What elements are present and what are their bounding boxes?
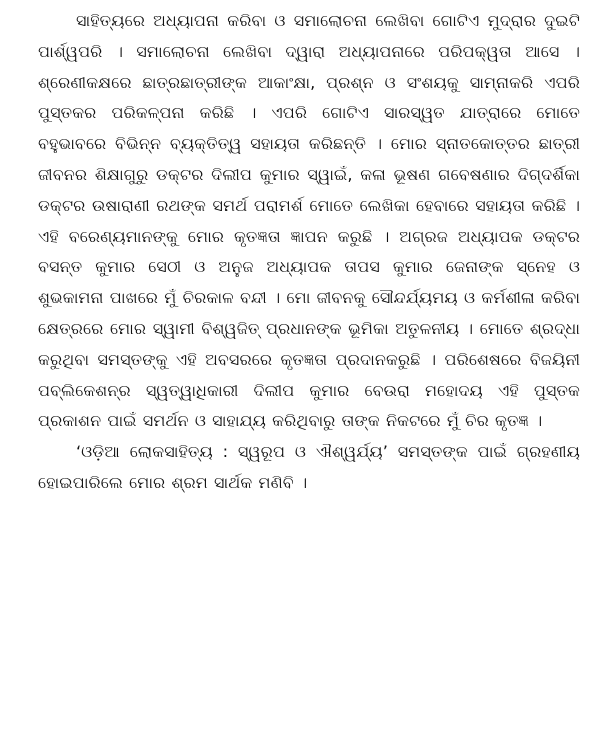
document-page xyxy=(38,6,580,499)
paragraph-closing: ‘ଓଡ଼ିଆ ଲୋକସାହିତ୍ୟ : ସ୍ୱରୂପ ଓ ଐଶ୍ୱର୍ଯ୍ୟ’ ସମସ୍ତଙ୍କ ପାଇଁ ଗ୍ରହଣୀୟ ହୋଇପାରିଲେ ମୋର ଶ୍ରମ ସାର୍ଥକ ମଣିବି । xyxy=(38,442,580,492)
paragraph-acknowledgement: ସାହିତ୍ୟରେ ଅଧ୍ୟାପନା କରିବା ଓ ସମାଲୋଚନା ଲେଖିବା ଗୋଟିଏ ମୁଦ୍ରାର ଦୁଇଟି ପାର୍ଶ୍ୱପରି । ସମାଲୋଚନା ଲେଖିବା ଦ୍ୱାରା ଅଧ୍ୟାପନାରେ ପରିପକ୍ୱତା ଆସେ । ଶ୍ରେଣୀକକ୍ଷରେ ଛାତ୍ରଛାତ୍ରୀଙ୍କ ଆକାଂକ୍ଷା, ପ୍ରଶ୍ନ ଓ ସଂଶୟକୁ ସାମ୍ନାକରି ଏପରି ପୁସ୍ତକର ପରିକଳ୍ପନା କରିଛି । ଏପରି ଗୋଟିଏ ସାରସ୍ୱତ ଯାତ୍ରାରେ ମୋତେ ବହୁଭାବରେ ବିଭିନ୍ନ ବ୍ୟକ୍ତିତ୍ୱ ସହାୟତା କରିଛନ୍ତି । ମୋର ସ୍ନାତକୋତ୍ତର ଛାତ୍ରୀ ଜୀବନର ଶିକ୍ଷାଗୁରୁ ଡକ୍ଟର ଦିଲୀପ କୁମାର ସ୍ୱାଇଁ, କଳା ଭୂଷଣ ଗବେଷଣାର ଦିଗ୍‌ଦର୍ଶିକା ଡକ୍ଟର ଉଷାରାଣୀ ରଥଙ୍କ ସମର୍ଥ ପରାମର୍ଶ ମୋତେ ଲେଖିକା ହେବାରେ ସହାୟତା କରିଛି । ଏହି ବରେଣ୍ୟମାନଙ୍କୁ ମୋର କୃତଜ୍ଞତା ଜ୍ଞାପନ କରୁଛି । ଅଗ୍ରଜ ଅଧ୍ୟାପକ ଡକ୍ଟର ବସନ୍ତ କୁମାର ସେଠୀ ଓ ଅନୁଜ ଅଧ୍ୟାପକ ତାପସ କୁମାର ଜେନାଙ୍କ ସ୍ନେହ ଓ ଶୁଭକାମନା ପାଖରେ ମୁଁ ଚିରକାଳ ବନ୍ଦୀ । ମୋ ଜୀବନକୁ ସୌନ୍ଦର୍ଯ୍ୟମୟ ଓ କର୍ମଶୀଳା କରିବା କ୍ଷେତ୍ରରେ ମୋର ସ୍ୱାମୀ ବିଶ୍ୱଜିତ୍ ପ୍ରଧାନଙ୍କ ଭୂମିକା ଅତୁଳନୀୟ । ମୋତେ ଶ୍ରଦ୍ଧା କରୁଥିବା ସମସ୍ତଙ୍କୁ ଏହି ଅବସରରେ କୃତଜ୍ଞତା ପ୍ରଦାନକରୁଛି । ପରିଶେଷରେ ବିଜୟିନୀ ପବ୍ଲିକେଶନ୍‌ର ସ୍ୱତ୍ୱାଧିକାରୀ ଦିଲୀପ କୁମାର ବେଉରା ମହୋଦୟ ଏହି ପୁସ୍ତକ ପ୍ରକାଶନ ପାଇଁ ସମର୍ଥନ ଓ ସାହାଯ୍ୟ କରିଥିବାରୁ ତାଙ୍କ ନିକଟରେ ମୁଁ ଚିର କୃତଜ୍ଞ । xyxy=(38,11,580,431)
